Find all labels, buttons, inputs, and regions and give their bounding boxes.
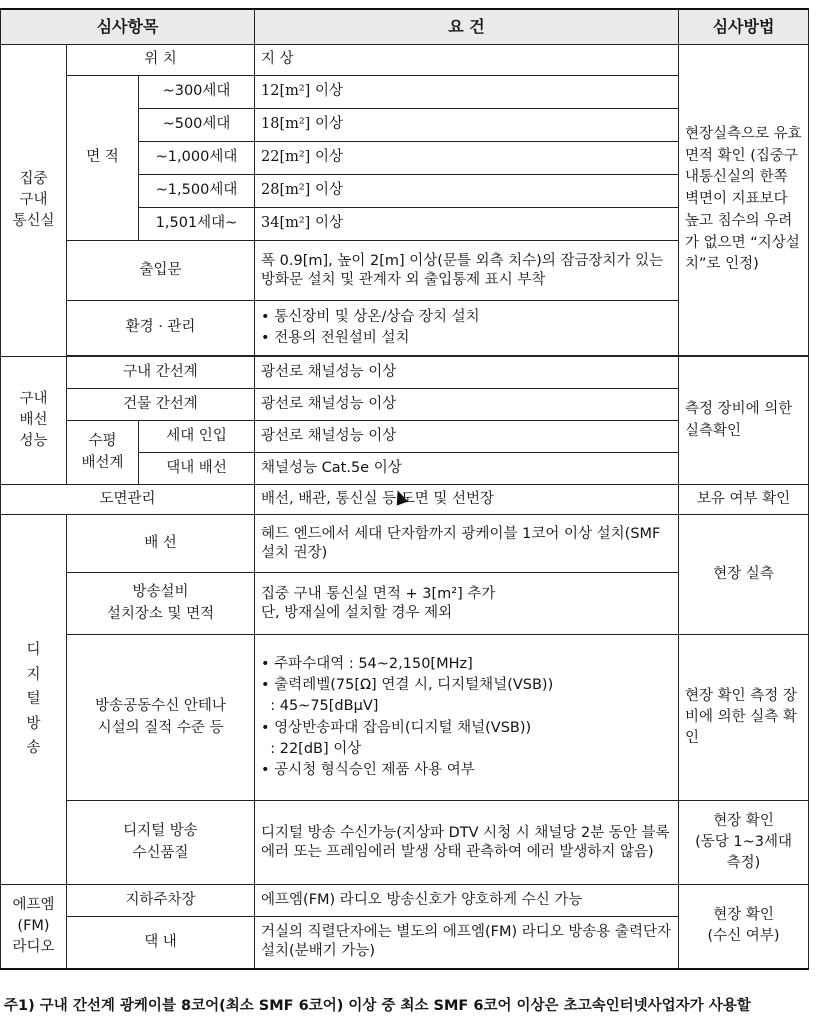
header-method: 심사방법	[679, 9, 809, 45]
fm-method: 현장 확인 (수신 여부)	[679, 885, 809, 969]
household-entry-label: 세대 인입	[139, 421, 255, 453]
backbone-value: 광선로 채널성능 이상	[255, 357, 679, 389]
area-row-label: 1,501세대~	[139, 208, 255, 241]
section-label-fm-radio: 에프엠 (FM) 라디오	[1, 885, 67, 969]
section-label-wiring: 구내 배선 성능	[1, 357, 67, 485]
parking-value: 에프엠(FM) 라디오 방송신호가 양호하게 수신 가능	[255, 885, 679, 917]
in-home-wiring-value: 채널성능 Cat.5e 이상	[255, 453, 679, 485]
building-backbone-label: 건물 간선계	[67, 389, 255, 421]
broadcast-wiring-method: 현장 실측	[679, 515, 809, 635]
environment-value	[255, 301, 679, 356]
section-label-telecom-room: 집중 구내 통신실	[1, 45, 67, 357]
header-item: 심사항목	[1, 9, 255, 45]
antenna-quality-method: 현장 확인 측정 장비에 의한 실측 확인	[679, 635, 809, 801]
environment-label: 환경 · 관리	[67, 301, 255, 356]
environment-item: • 전용의 전원설비 설치	[261, 330, 410, 346]
antenna-item: • 출력레벨(75[Ω] 연결 시, 디지털채널(VSB))	[261, 677, 554, 694]
antenna-item: • 공시청 형식승인 제품 사용 여부	[261, 761, 475, 778]
horizontal-wiring-label: 수평 배선계	[67, 421, 139, 485]
building-backbone-value: 광선로 채널성능 이상	[255, 389, 679, 421]
antenna-item: • 영상반송파대 잡음비(디지털 채널(VSB))	[261, 719, 532, 736]
drawing-management-label: 도면관리	[1, 485, 255, 515]
household-entry-value: 광선로 채널성능 이상	[255, 421, 679, 453]
area-row-value: 28[m²] 이상	[255, 175, 679, 208]
header-requirement: 요 건	[255, 9, 679, 45]
wiring-method: 측정 장비에 의한 실측확인	[679, 357, 809, 485]
antenna-quality-label: 방송공동수신 안테나 시설의 질적 수준 등	[67, 635, 255, 801]
broadcast-room-label: 방송설비 설치장소 및 면적	[67, 573, 255, 635]
antenna-item: : 45~75[dBμV]	[261, 698, 379, 715]
area-row-label: ~1,500세대	[139, 175, 255, 208]
drawing-management-method: 보유 여부 확인	[679, 485, 809, 515]
telecom-room-method: 현장실측으로 유효면적 확인 (집중구내통신실의 한쪽 벽면이 지표보다 높고 침수의 우려가 없으면 “지상설치”로 인정)	[679, 45, 809, 356]
area-row-label: ~500세대	[139, 109, 255, 142]
area-row-label: ~1,000세대	[139, 142, 255, 175]
backbone-label: 구내 간선계	[67, 357, 255, 389]
location-value: 지 상	[255, 45, 679, 76]
area-row-value: 18[m²] 이상	[255, 109, 679, 142]
location-label: 위 치	[67, 45, 255, 76]
parking-label: 지하주차장	[67, 885, 255, 917]
in-home-label: 댁 내	[67, 917, 255, 969]
in-home-wiring-label: 댁내 배선	[139, 453, 255, 485]
environment-item: • 통신장비 및 상온/상습 장치 설치	[261, 308, 480, 325]
header-row	[1, 9, 809, 45]
section-label-digital-broadcast: 디 지 털 방 송	[1, 515, 67, 885]
entrance-value: 폭 0.9[m], 높이 2[m] 이상(문틀 외측 치수)의 잠금장치가 있는 방화문 설치 및 관계자 외 출입통제 표시 부착	[255, 241, 679, 301]
area-row-label: ~300세대	[139, 76, 255, 109]
antenna-item: • 주파수대역 : 54~2,150[MHz]	[261, 656, 473, 673]
digital-quality-label: 디지털 방송 수신품질	[67, 801, 255, 885]
broadcast-wiring-value: 헤드 엔드에서 세대 단자함까지 광케이블 1코어 이상 설치(SMF 설치 권장)	[255, 515, 679, 573]
antenna-item: : 22[dB] 이상	[261, 740, 362, 757]
in-home-value: 거실의 직렬단자에는 별도의 에프엠(FM) 라디오 방송용 출력단자 설치(분배기 가능)	[255, 917, 679, 969]
digital-quality-method: 현장 확인 (동당 1~3세대 측정)	[679, 801, 809, 885]
area-row-value: 34[m²] 이상	[255, 208, 679, 241]
drawing-management-value: 배선, 배관, 통신실 등 도면 및 선번장	[255, 485, 679, 515]
antenna-quality-value	[255, 635, 679, 801]
footnote: 주1) 구내 간선계 광케이블 8코어(최소 SMF 6코어) 이상 중 최소 SMF 6코어 이상은 초고속인터넷사업자가 사용할	[4, 998, 751, 1014]
area-row-value: 12[m²] 이상	[255, 76, 679, 109]
broadcast-wiring-label: 배 선	[67, 515, 255, 573]
entrance-label: 출입문	[67, 241, 255, 301]
digital-quality-value: 디지털 방송 수신가능(지상파 DTV 시청 시 채널당 2분 동안 블록 에러 또는 프레임에러 발생 상태 관측하여 에러 발생하지 않음)	[255, 801, 679, 885]
area-row-value: 22[m²] 이상	[255, 142, 679, 175]
broadcast-room-value: 집중 구내 통신실 면적 + 3[m²] 추가 단, 방재실에 설치할 경우 제외	[255, 573, 679, 635]
area-label: 면 적	[67, 76, 139, 241]
requirements-table	[0, 8, 809, 970]
